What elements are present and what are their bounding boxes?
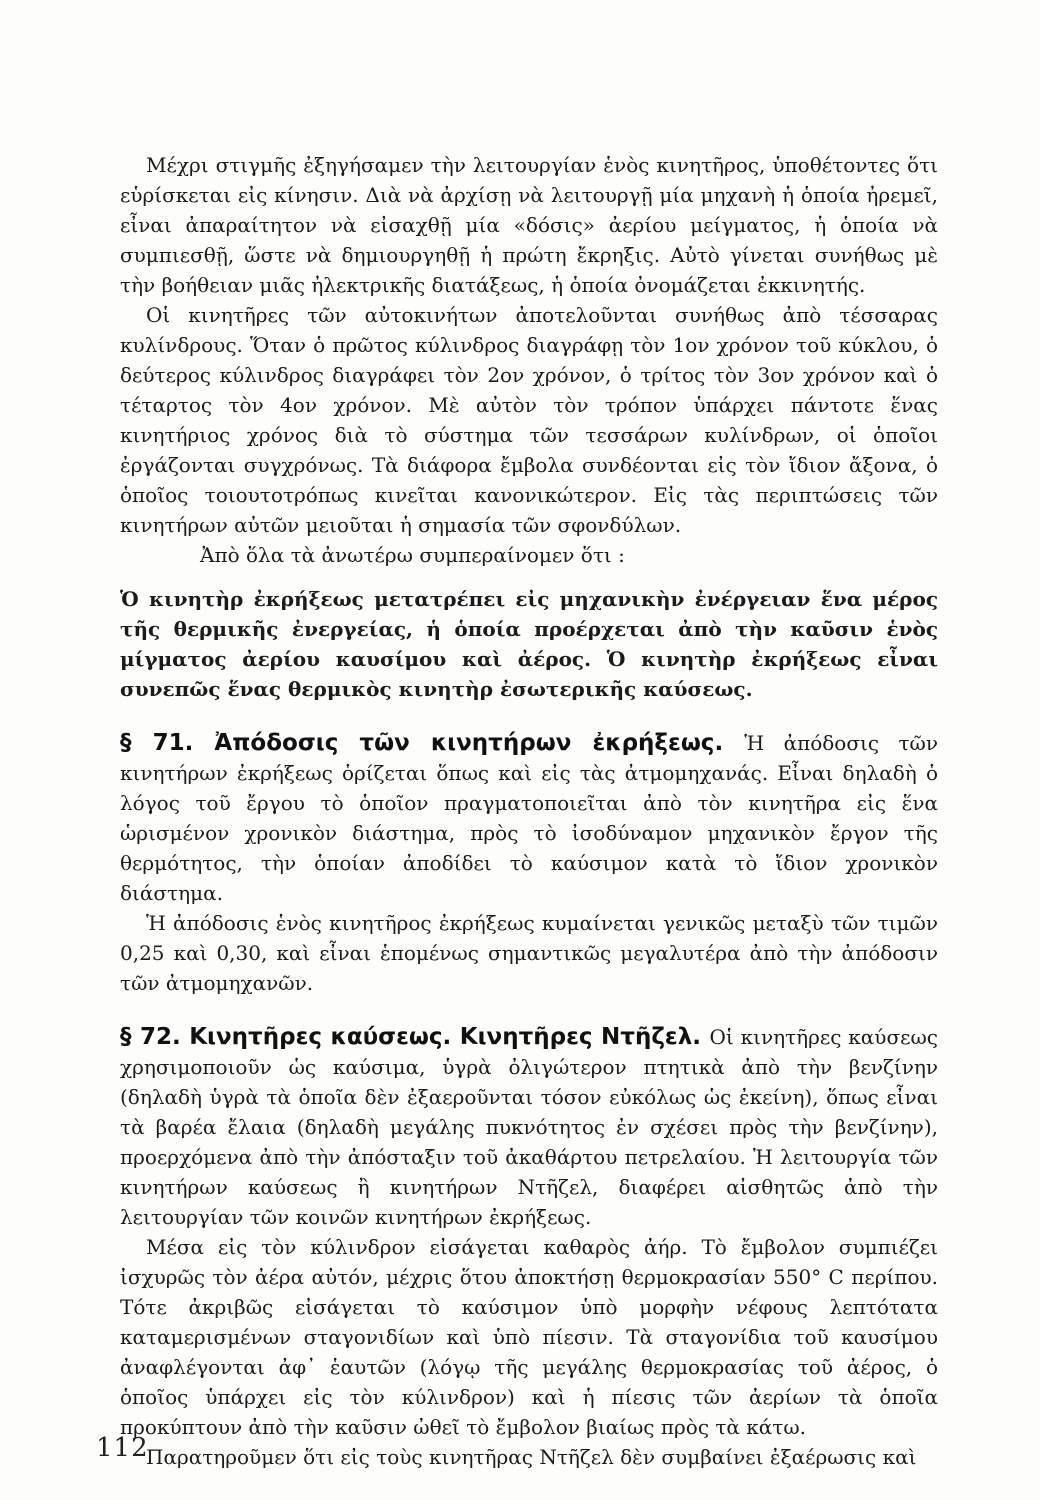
page-body — [120, 150, 938, 1472]
section-71-paragraph-2: Ἡ ἀπόδοσις ἑνὸς κινητῆρος ἐκρήξεως κυμαίνεται γενικῶς μεταξὺ τῶν τιμῶν 0,25 καὶ 0,30, καὶ εἶναι ἑπομένως σημαντικῶς μεγαλυτέρα ἀπὸ τὴν ἀπόδοσιν τῶν ἀτμομηχανῶν. — [120, 911, 938, 995]
intro-paragraph-2: Οἱ κινητῆρες τῶν αὐτοκινήτων ἀποτελοῦνται συνήθως ἀπὸ τέσσαρας κυλίνδρους. Ὅταν ὁ πρῶτος κύλινδρος διαγράφῃ τὸν 1ον χρόνον τοῦ κύκλου, ὁ δεύτερος κύλινδρος διαγράφει τὸν 2ον χρόνον, ὁ τρίτος τὸν 3ον χρόνον καὶ ὁ τέταρτος τὸν 4ον χρόνον. Μὲ αὐτὸν τὸν τρόπον ὑπάρχει πάντοτε ἕνας κινητήριος χρόνος διὰ τὸ σύστημα τῶν τεσσάρων κυλίνδρων, οἱ ὁποῖοι ἐργάζονται συγχρόνως. Τὰ διάφορα ἔμβολα συνδέονται εἰς τὸν ἴδιον ἄξονα, ὁ ὁποῖος τοιουτοτρόπως κινεῖται κανονικώτερον. Εἰς τὰς περιπτώσεις τῶν κινητήρων αὐτῶν μειοῦται ἡ σημασία τῶν σφονδύλων. — [120, 303, 938, 537]
section-72-paragraph-2: Μέσα εἰς τὸν κύλινδρον εἰσάγεται καθαρὸς ἀήρ. Τὸ ἔμβολον συμπιέζει ἰσχυρῶς τὸν ἀέρα αὐτόν, μέχρις ὅτου ἀποκτήσῃ θερμοκρασίαν 550° C περίπου. Τότε ἀκριβῶς εἰσάγεται τὸ καύσιμον ὑπὸ μορφὴν νέφους λεπτότατα καταμερισμένων σταγονιδίων καὶ ὑπὸ πίεσιν. Τὰ σταγονίδια τοῦ καυσίμου ἀναφλέγονται ἀφ᾽ ἑαυτῶν (λόγῳ τῆς μεγάλης θερμοκρασίας τοῦ ἀέρος, ὁ ὁποῖος ὑπάρχει εἰς τὸν κύλινδρον) καὶ ἡ πίεσις τῶν ἀερίων τὰ ὁποῖα προκύπτουν ἀπὸ τὴν καῦσιν ὠθεῖ τὸ ἔμβολον βιαίως πρὸς τὰ κάτω. — [120, 1235, 938, 1439]
section-71 — [120, 728, 938, 908]
section-72-heading: § 72. Κινητῆρες καύσεως. Κινητῆρες Ντῆζελ. — [120, 1024, 710, 1050]
conclusion-statement: Ὁ κινητὴρ ἐκρήξεως μετατρέπει εἰς μηχανικὴν ἐνέργειαν ἕνα μέρος τῆς θερμικῆς ἐνεργείας, ἡ ὁποία προέρχεται ἀπὸ τὴν καῦσιν ἑνὸς μίγματος ἀερίου καυσίμου καὶ ἀέρος. Ὁ κινητὴρ ἐκρήξεως εἶναι συνεπῶς ἕνας θερμικὸς κινητὴρ ἐσωτερικῆς καύσεως. — [120, 587, 938, 701]
section-72-paragraph-1: Οἱ κινητῆρες καύσεως χρησιμοποιοῦν ὡς καύσιμα, ὑγρὰ ὀλιγώτερον πτητικὰ ἀπὸ τὴν βενζίνην (δηλαδὴ ὑγρὰ τὰ ὁποῖα δὲν ἐξαεροῦνται τόσον εὐκόλως ὡς ἐκείνη), ὅπως εἶναι τὰ βαρέα ἔλαια (δηλαδὴ μεγάλης πυκνότητος ἐν σχέσει πρὸς τὴν βενζίνην), προερχόμενα ἀπὸ τὴν ἀπόσταξιν τοῦ ἀκαθάρτου πετρελαίου. Ἡ λειτουργία τῶν κινητήρων καύσεως ἢ κινητήρων Ντῆζελ, διαφέρει αἰσθητῶς ἀπὸ τὴν λειτουργίαν τῶν κοινῶν κινητήρων ἐκρήξεως. — [120, 1025, 938, 1229]
section-71-heading: § 71. Ἀπόδοσις τῶν κινητήρων ἐκρήξεως. — [120, 730, 745, 756]
intro-paragraph-3: Ἀπὸ ὅλα τὰ ἀνωτέρω συμπεραίνομεν ὅτι : — [200, 543, 625, 567]
intro-paragraph-1: Μέχρι στιγμῆς ἐξηγήσαμεν τὴν λειτουργίαν ἑνὸς κινητῆρος, ὑποθέτοντες ὅτι εὑρίσκεται εἰς κίνησιν. Διὰ νὰ ἀρχίσῃ νὰ λειτουργῇ μία μηχανὴ ἡ ὁποία ἠρεμεῖ, εἶναι ἀπαραίτητον νὰ εἰσαχθῇ μία «δόσις» ἀερίου μείγματος, ἡ ὁποία νὰ συμπιεσθῇ, ὥστε νὰ δημιουργηθῇ ἡ πρώτη ἔκρηξις. Αὐτὸ γίνεται συνήθως μὲ τὴν βοήθειαν μιᾶς ἠλεκτρικῆς διατάξεως, ἡ ὁποία ὀνομάζεται ἐκκινητής. — [120, 153, 938, 297]
section-71-paragraph-1: Ἡ ἀπόδοσις τῶν κινητήρων ἐκρήξεως ὁρίζεται ὅπως καὶ εἰς τὰς ἀτμομηχανάς. Εἶναι δηλαδὴ ὁ λόγος τοῦ ἔργου τὸ ὁποῖον πραγματοποιεῖται ἀπὸ τὸν κινητῆρα εἰς ἕνα ὡρισμένον χρονικὸν διάστημα, πρὸς τὸ ἰσοδύναμον μηχανικὸν ἔργον τῆς θερμότητος, τὴν ὁποίαν ἀποδίδει τὸ καύσιμον κατὰ τὸ ἴδιον χρονικὸν διάστημα. — [120, 731, 939, 905]
page-number: 112 — [96, 1433, 149, 1463]
section-72 — [120, 1022, 938, 1232]
section-72-paragraph-3: Παρατηροῦμεν ὅτι εἰς τοὺς κινητῆρας Ντῆζελ δὲν συμβαίνει ἐξαέρωσις καὶ — [146, 1445, 917, 1469]
